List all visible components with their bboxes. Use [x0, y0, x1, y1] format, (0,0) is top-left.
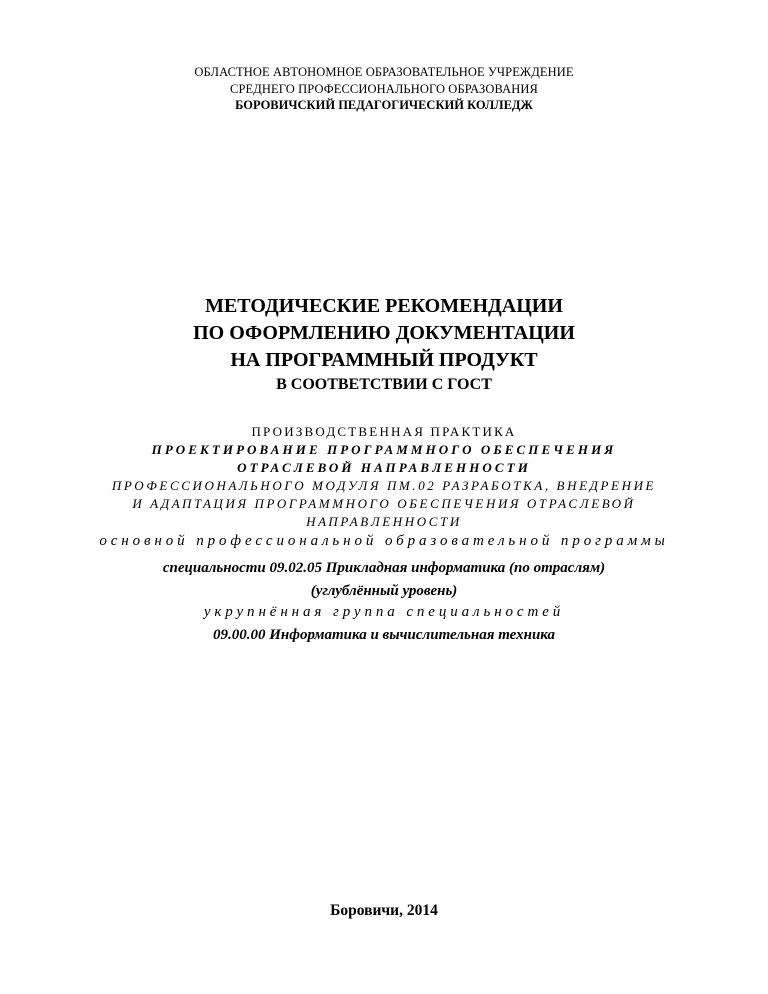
group-name: 09.00.00 Информатика и вычислительная техника [212, 627, 556, 643]
program-label: основной профессиональной образовательной программы [99, 533, 669, 549]
title-line-3: НА ПРОГРАММНЫЙ ПРОДУКТ [230, 349, 538, 371]
practice-name-line-1: ПРОЕКТИРОВАНИЕ ПРОГРАММНОГО ОБЕСПЕЧЕНИЯ [151, 442, 617, 457]
practice-name-line-2: ОТРАСЛЕВОЙ НАПРАВЛЕННОСТИ [237, 460, 531, 475]
place-year: Боровичи, 2014 [330, 902, 438, 919]
institution-line-1: ОБЛАСТНОЕ АВТОНОМНОЕ ОБРАЗОВАТЕЛЬНОЕ УЧРЕЖДЕНИЕ [194, 65, 574, 79]
title-line-4: В СООТВЕТСТВИИ С ГОСТ [276, 376, 492, 393]
module-line-2: И АДАПТАЦИЯ ПРОГРАММНОГО ОБЕСПЕЧЕНИЯ ОТРАСЛЕВОЙ [132, 496, 636, 511]
title-line-2: ПО ОФОРМЛЕНИЮ ДОКУМЕНТАЦИИ [193, 322, 575, 344]
practice-label: ПРОИЗВОДСТВЕННАЯ ПРАКТИКА [251, 424, 517, 439]
module-line-1: ПРОФЕССИОНАЛЬНОГО МОДУЛЯ ПМ.02 РАЗРАБОТКА, ВНЕДРЕНИЕ [111, 478, 657, 493]
institution-line-2: СРЕДНЕГО ПРОФЕССИОНАЛЬНОГО ОБРАЗОВАНИЯ [230, 82, 538, 96]
group-label: укрупнённая группа специальностей [203, 604, 565, 620]
module-line-3: НАПРАВЛЕННОСТИ [306, 514, 462, 529]
specialty-line-2: (углублённый уровень) [310, 583, 458, 599]
institution-name: БОРОВИЧСКИЙ ПЕДАГОГИЧЕСКИЙ КОЛЛЕДЖ [235, 98, 533, 112]
title-line-1: МЕТОДИЧЕСКИЕ РЕКОМЕНДАЦИИ [205, 295, 563, 317]
specialty-line-1: специальности 09.02.05 Прикладная информатика (по отраслям) [162, 560, 606, 576]
